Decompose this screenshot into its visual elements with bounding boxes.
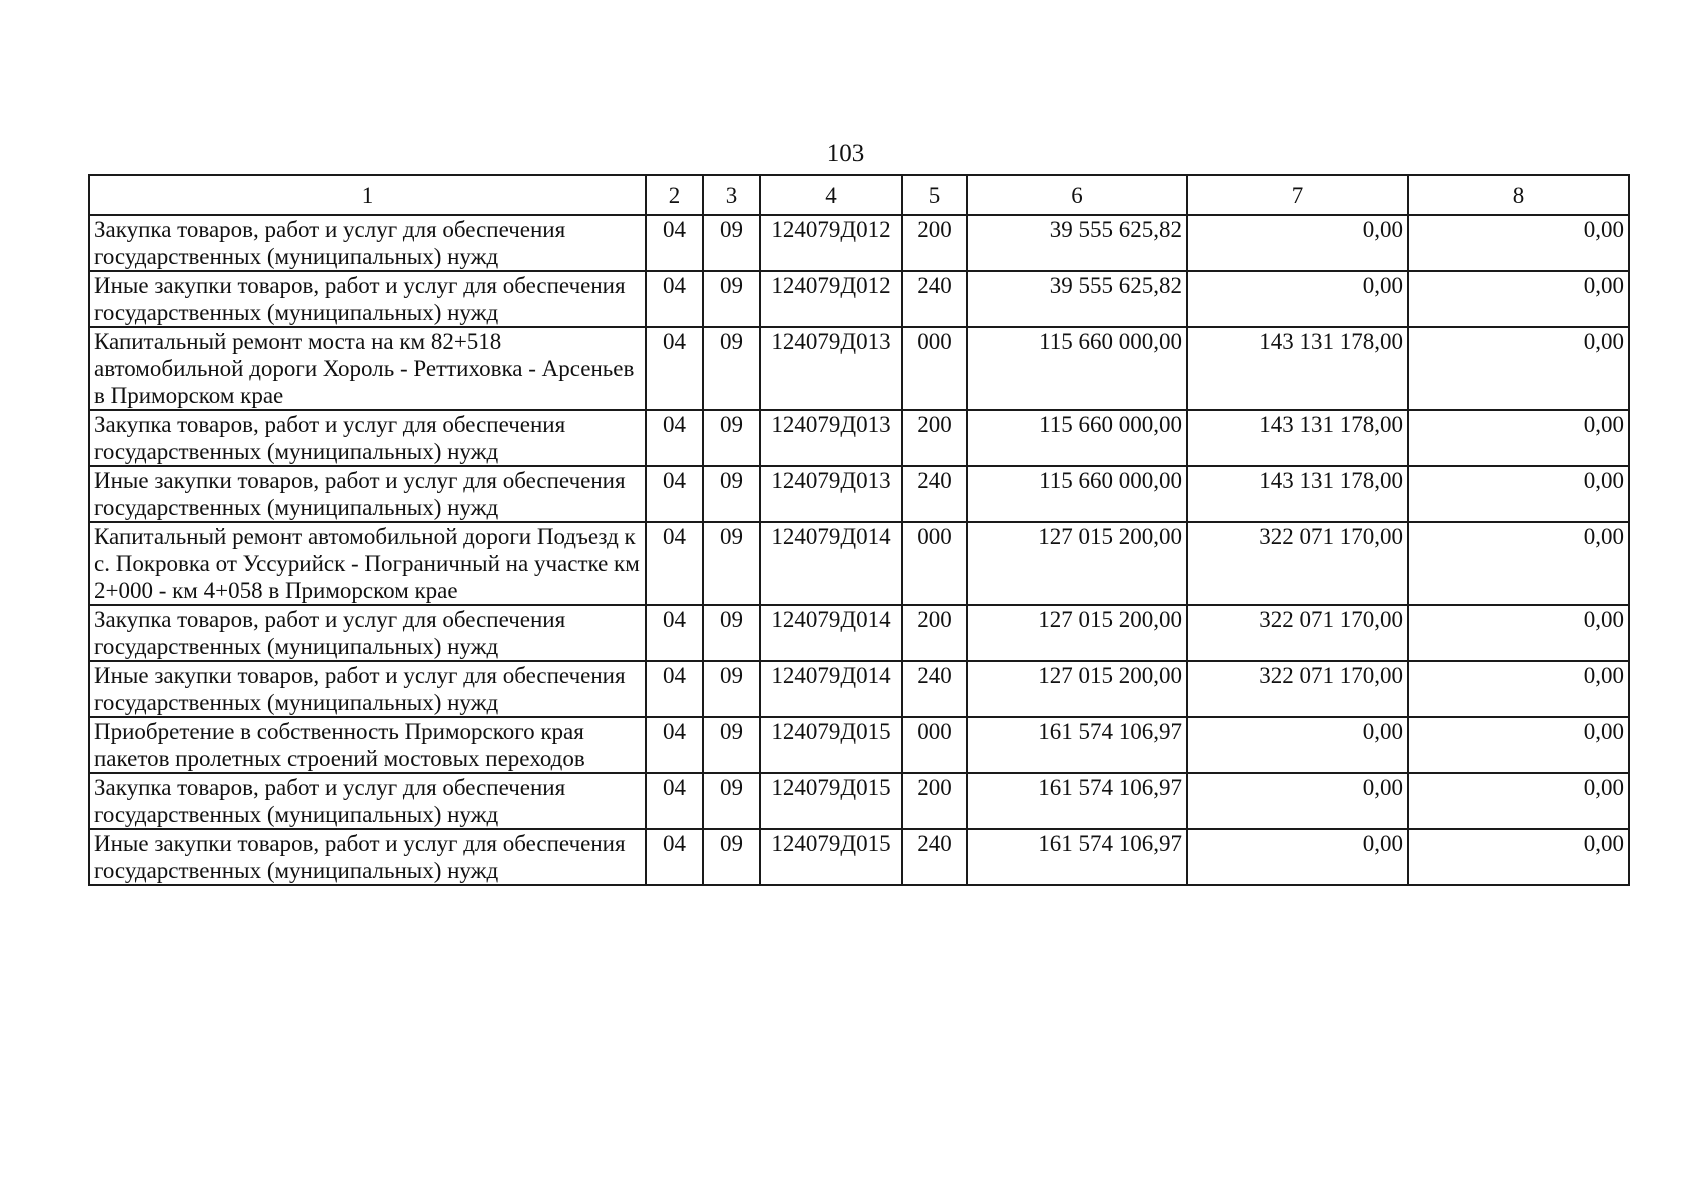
item-name-cell: Приобретение в собственность Приморского края пакетов пролетных строений мостовых переходов [89, 717, 646, 773]
budget-table [88, 174, 1630, 886]
amount-col7-cell: 143 131 178,00 [1187, 327, 1408, 410]
amount-col7-cell: 0,00 [1187, 829, 1408, 885]
subsection-code-cell: 09 [703, 215, 760, 271]
target-article-cell: 124079Д015 [760, 829, 902, 885]
target-article-cell: 124079Д015 [760, 717, 902, 773]
column-header: 4 [760, 175, 902, 215]
target-article-cell: 124079Д013 [760, 466, 902, 522]
amount-col7-cell: 0,00 [1187, 773, 1408, 829]
table-row [89, 271, 1629, 327]
target-article-cell: 124079Д012 [760, 215, 902, 271]
amount-col8-cell: 0,00 [1408, 661, 1629, 717]
subsection-code-cell: 09 [703, 661, 760, 717]
amount-col7-cell: 143 131 178,00 [1187, 410, 1408, 466]
amount-col6-cell: 39 555 625,82 [967, 215, 1187, 271]
column-header: 7 [1187, 175, 1408, 215]
expense-type-cell: 000 [902, 522, 967, 605]
subsection-code-cell: 09 [703, 271, 760, 327]
table-row [89, 522, 1629, 605]
section-code-cell: 04 [646, 410, 703, 466]
amount-col7-cell: 322 071 170,00 [1187, 661, 1408, 717]
target-article-cell: 124079Д013 [760, 327, 902, 410]
expense-type-cell: 200 [902, 215, 967, 271]
amount-col7-cell: 0,00 [1187, 717, 1408, 773]
subsection-code-cell: 09 [703, 829, 760, 885]
subsection-code-cell: 09 [703, 410, 760, 466]
amount-col7-cell: 322 071 170,00 [1187, 522, 1408, 605]
amount-col8-cell: 0,00 [1408, 829, 1629, 885]
table-row [89, 215, 1629, 271]
item-name-cell: Иные закупки товаров, работ и услуг для обеспечения государственных (муниципальных) нужд [89, 271, 646, 327]
amount-col7-cell: 0,00 [1187, 215, 1408, 271]
page-number: 103 [826, 140, 865, 167]
amount-col6-cell: 127 015 200,00 [967, 605, 1187, 661]
section-code-cell: 04 [646, 215, 703, 271]
item-name-cell: Закупка товаров, работ и услуг для обеспечения государственных (муниципальных) нужд [89, 410, 646, 466]
subsection-code-cell: 09 [703, 717, 760, 773]
expense-type-cell: 200 [902, 410, 967, 466]
section-code-cell: 04 [646, 605, 703, 661]
subsection-code-cell: 09 [703, 522, 760, 605]
amount-col6-cell: 115 660 000,00 [967, 410, 1187, 466]
target-article-cell: 124079Д013 [760, 410, 902, 466]
section-code-cell: 04 [646, 773, 703, 829]
amount-col8-cell: 0,00 [1408, 215, 1629, 271]
section-code-cell: 04 [646, 661, 703, 717]
item-name-cell: Капитальный ремонт автомобильной дороги Подъезд к с. Покровка от Уссурийск - Пограничный на участке км 2+000 - км 4+058 в Приморском крае [89, 522, 646, 605]
column-header: 2 [646, 175, 703, 215]
amount-col7-cell: 0,00 [1187, 271, 1408, 327]
expense-type-cell: 240 [902, 271, 967, 327]
subsection-code-cell: 09 [703, 773, 760, 829]
item-name-cell: Капитальный ремонт моста на км 82+518 автомобильной дороги Хороль - Реттиховка - Арсеньев в Приморском крае [89, 327, 646, 410]
amount-col6-cell: 161 574 106,97 [967, 717, 1187, 773]
amount-col6-cell: 127 015 200,00 [967, 522, 1187, 605]
table-row [89, 605, 1629, 661]
amount-col6-cell: 161 574 106,97 [967, 773, 1187, 829]
table-row [89, 410, 1629, 466]
amount-col8-cell: 0,00 [1408, 717, 1629, 773]
amount-col6-cell: 115 660 000,00 [967, 327, 1187, 410]
amount-col8-cell: 0,00 [1408, 605, 1629, 661]
table-body [89, 215, 1629, 885]
expense-type-cell: 000 [902, 327, 967, 410]
subsection-code-cell: 09 [703, 327, 760, 410]
table-row [89, 327, 1629, 410]
amount-col6-cell: 39 555 625,82 [967, 271, 1187, 327]
item-name-cell: Закупка товаров, работ и услуг для обеспечения государственных (муниципальных) нужд [89, 215, 646, 271]
table-row [89, 717, 1629, 773]
subsection-code-cell: 09 [703, 605, 760, 661]
subsection-code-cell: 09 [703, 466, 760, 522]
amount-col6-cell: 115 660 000,00 [967, 466, 1187, 522]
table-row [89, 829, 1629, 885]
table-row [89, 773, 1629, 829]
amount-col8-cell: 0,00 [1408, 271, 1629, 327]
item-name-cell: Иные закупки товаров, работ и услуг для обеспечения государственных (муниципальных) нужд [89, 661, 646, 717]
item-name-cell: Иные закупки товаров, работ и услуг для обеспечения государственных (муниципальных) нужд [89, 829, 646, 885]
section-code-cell: 04 [646, 271, 703, 327]
item-name-cell: Иные закупки товаров, работ и услуг для обеспечения государственных (муниципальных) нужд [89, 466, 646, 522]
table-row [89, 466, 1629, 522]
amount-col7-cell: 143 131 178,00 [1187, 466, 1408, 522]
target-article-cell: 124079Д014 [760, 605, 902, 661]
column-header: 3 [703, 175, 760, 215]
amount-col8-cell: 0,00 [1408, 410, 1629, 466]
target-article-cell: 124079Д014 [760, 661, 902, 717]
column-header: 5 [902, 175, 967, 215]
section-code-cell: 04 [646, 327, 703, 410]
section-code-cell: 04 [646, 717, 703, 773]
expense-type-cell: 240 [902, 661, 967, 717]
section-code-cell: 04 [646, 522, 703, 605]
expense-type-cell: 240 [902, 829, 967, 885]
table-header-row [89, 175, 1629, 215]
amount-col8-cell: 0,00 [1408, 773, 1629, 829]
column-header: 8 [1408, 175, 1629, 215]
section-code-cell: 04 [646, 829, 703, 885]
item-name-cell: Закупка товаров, работ и услуг для обеспечения государственных (муниципальных) нужд [89, 773, 646, 829]
expense-type-cell: 000 [902, 717, 967, 773]
amount-col6-cell: 161 574 106,97 [967, 829, 1187, 885]
amount-col8-cell: 0,00 [1408, 327, 1629, 410]
amount-col8-cell: 0,00 [1408, 466, 1629, 522]
target-article-cell: 124079Д012 [760, 271, 902, 327]
expense-type-cell: 200 [902, 773, 967, 829]
column-header: 6 [967, 175, 1187, 215]
amount-col7-cell: 322 071 170,00 [1187, 605, 1408, 661]
section-code-cell: 04 [646, 466, 703, 522]
column-header: 1 [89, 175, 646, 215]
table-row [89, 661, 1629, 717]
expense-type-cell: 240 [902, 466, 967, 522]
amount-col6-cell: 127 015 200,00 [967, 661, 1187, 717]
expense-type-cell: 200 [902, 605, 967, 661]
target-article-cell: 124079Д015 [760, 773, 902, 829]
amount-col8-cell: 0,00 [1408, 522, 1629, 605]
item-name-cell: Закупка товаров, работ и услуг для обеспечения государственных (муниципальных) нужд [89, 605, 646, 661]
target-article-cell: 124079Д014 [760, 522, 902, 605]
